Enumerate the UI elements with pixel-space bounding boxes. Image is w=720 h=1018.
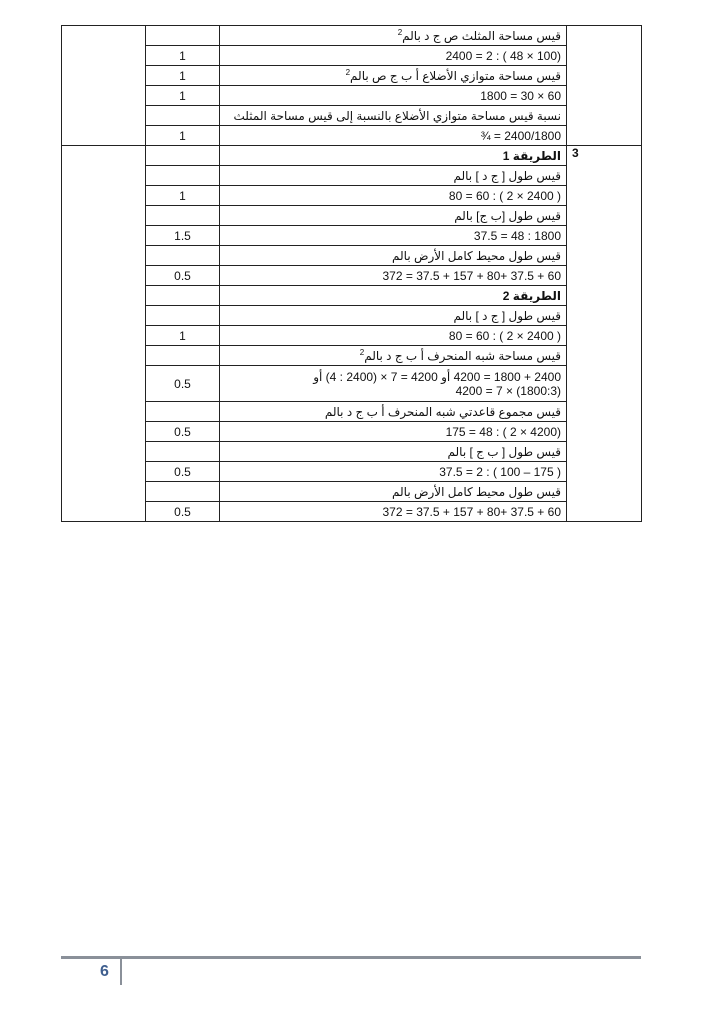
mark-cell [146,206,220,226]
criterion-cell [220,126,567,146]
table-row [62,66,642,86]
criterion-cell [220,86,567,106]
table-row [62,246,642,266]
table-row [62,306,642,326]
table-row [62,286,642,306]
criterion-cell [220,146,567,166]
criterion-cell [220,286,567,306]
criterion-cell [220,106,567,126]
criterion-cell [220,26,567,46]
criterion-cell [220,226,567,246]
table-row [62,166,642,186]
criterion-cell [220,246,567,266]
criterion-cell [220,266,567,286]
mark-cell [146,146,220,166]
table-row [62,46,642,66]
mark-cell: 1 [146,86,220,106]
criterion-cell [220,502,567,522]
criterion-cell [220,442,567,462]
footer-separator [120,959,122,985]
formula-text: 4200 = 7 × (1800:3) [455,383,561,398]
formula-text: 372 = 37.5 + 157 + 80+ 37.5 + 60 [382,504,561,519]
description-text: قيس طول [ ج د ] بالم [453,308,561,323]
mark-cell: 0.5 [146,462,220,482]
table-row [62,126,642,146]
table-row [62,502,642,522]
table-row [62,346,642,366]
description-text: قيس طول محيط كامل الأرض بالم [392,484,561,499]
description-text: الطريقة 1 [502,148,561,163]
table-row [62,266,642,286]
mark-cell [146,286,220,306]
description-text: الطريقة 2 [502,288,561,303]
mark-cell: 0.5 [146,422,220,442]
mark-cell [146,402,220,422]
formula-text: 37.5 = 48 : 1800 [473,228,561,243]
criterion-cell [220,402,567,422]
table-row [62,186,642,206]
description-text: قيس مساحة شبه المنحرف أ ب ج د بالم [364,348,561,363]
table-row [62,146,642,166]
formula-text: (4 : 2400) × 7 = 4200 [325,369,438,384]
formula-text: 80 = 60 : ( 2 × 2400 ) [448,188,561,203]
description-text: قيس طول محيط كامل الأرض بالم [392,248,561,263]
mark-cell: 0.5 [146,502,220,522]
table-row [62,326,642,346]
table-row [62,366,642,402]
criterion-cell [220,66,567,86]
unit-exponent: 2 [397,27,403,37]
mark-cell [146,306,220,326]
description-text: قيس طول [ب ج] بالم [454,208,561,223]
question-number-cell: 3 [567,146,642,522]
mark-cell [146,246,220,266]
description-text: قيس طول [ ب ج ] بالم [447,444,561,459]
table-row [62,482,642,502]
mark-cell: 1 [146,326,220,346]
description-text: أو [313,369,326,384]
description-text: قيس مساحة المثلث ص ج د بالم [402,28,561,43]
table-row [62,26,642,46]
notes-cell [62,26,146,146]
mark-cell [146,106,220,126]
criterion-cell [220,326,567,346]
table-row [62,86,642,106]
criterion-cell [220,186,567,206]
description-text: نسبة قيس مساحة متوازي الأضلاع بالنسبة إلى قيس مساحة المثلث [233,108,561,123]
criterion-cell [220,206,567,226]
criterion-cell [220,366,567,402]
notes-cell [62,146,146,522]
table-row [62,462,642,482]
criterion-cell [220,46,567,66]
formula-text: 372 = 37.5 + 157 + 80+ 37.5 + 60 [382,268,561,283]
criterion-cell [220,166,567,186]
mark-cell: 1 [146,46,220,66]
table-row [62,106,642,126]
criterion-cell [220,462,567,482]
unit-exponent: 2 [359,347,365,357]
footer-rule [61,956,641,959]
mark-cell [146,482,220,502]
criterion-cell [220,346,567,366]
page-number: 6 [100,963,109,980]
unit-exponent: 2 [345,67,351,77]
formula-text: 80 = 60 : ( 2 × 2400 ) [448,328,561,343]
mark-cell [146,166,220,186]
formula-text: 1800 = 30 × 60 [480,88,561,103]
mark-cell [146,26,220,46]
formula-text: 2400 = 2 : ( 48 × 100) [445,48,561,63]
table-row [62,402,642,422]
mark-cell: 1.5 [146,226,220,246]
grading-table [61,25,642,522]
formula-text: ¾ = 2400/1800 [480,128,561,143]
mark-cell [146,346,220,366]
mark-cell: 1 [146,186,220,206]
mark-cell: 0.5 [146,266,220,286]
table-row [62,422,642,442]
description-text: قيس طول [ ج د ] بالم [453,168,561,183]
description-text: قيس مساحة متوازي الأضلاع أ ب ج ص بالم [350,68,561,83]
question-number-cell [567,26,642,146]
table-row [62,442,642,462]
mark-cell: 1 [146,66,220,86]
description-text: قيس مجموع قاعدتي شبه المنحرف أ ب ج د بالم [324,404,561,419]
criterion-cell [220,306,567,326]
description-text: أو [437,369,454,384]
mark-cell: 1 [146,126,220,146]
table-row [62,206,642,226]
table-row [62,226,642,246]
formula-text: 37.5 = 2 : ( 100 – 175 ) [439,464,561,479]
criterion-cell [220,482,567,502]
formula-text: 175 = 48 : ( 2 × 4200) [445,424,561,439]
criterion-cell [220,422,567,442]
formula-text: 4200 = 1800 + 2400 [453,369,561,384]
mark-cell: 0.5 [146,366,220,402]
mark-cell [146,442,220,462]
